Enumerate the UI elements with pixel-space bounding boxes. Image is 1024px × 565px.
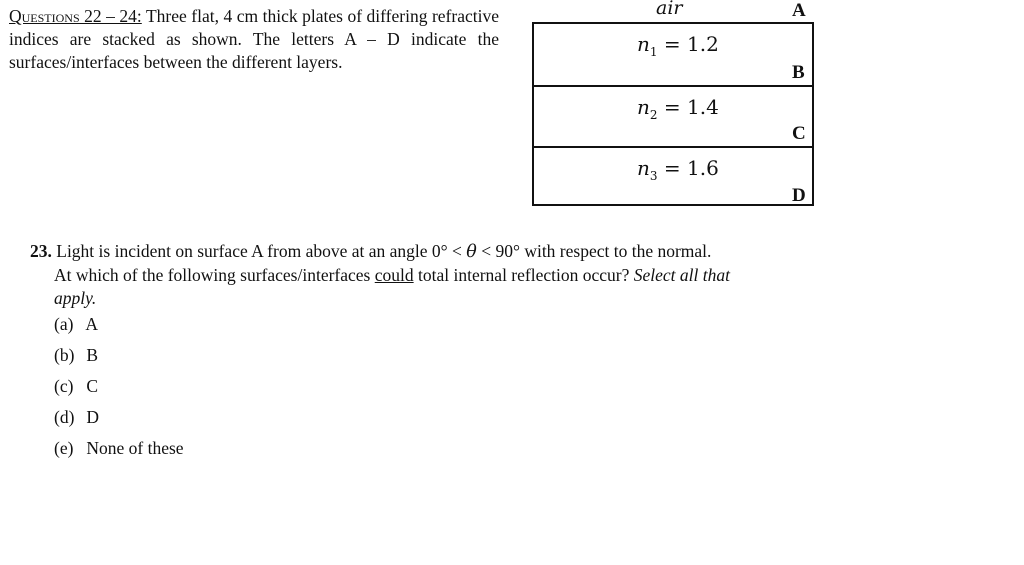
question-line-2: At which of the following surfaces/interfaces could total internal reflection occur? Select all that apply. bbox=[54, 265, 730, 308]
question-intro bbox=[9, 5, 499, 74]
plate-1-index: $n_1 = 1.2$ bbox=[637, 32, 719, 59]
plate-3-index: $n_3 = 1.6$ bbox=[637, 156, 719, 183]
plates-diagram bbox=[530, 0, 830, 215]
surface-b-label: B bbox=[792, 62, 805, 83]
option-c[interactable]: (c) C bbox=[54, 376, 99, 396]
question-23 bbox=[30, 240, 770, 310]
option-d[interactable]: (d) D bbox=[54, 407, 100, 427]
plate-2-index: $n_2 = 1.4$ bbox=[637, 95, 719, 122]
option-e[interactable]: (e) None of these bbox=[54, 438, 184, 458]
plate-stack bbox=[532, 22, 814, 206]
questions-heading: Questions 22 – 24: bbox=[9, 6, 142, 26]
plate-3 bbox=[534, 146, 812, 208]
air-label: air bbox=[656, 0, 683, 19]
plate-2 bbox=[534, 85, 812, 147]
answer-options bbox=[54, 313, 184, 468]
question-line-1: Light is incident on surface A from above at an angle 0° < θ < 90° with respect to the normal. bbox=[51, 241, 712, 262]
option-a[interactable]: (a) A bbox=[54, 314, 99, 334]
intro-text: Three flat, 4 cm thick plates of differing refractive indices are stacked as shown. The letters A – D indicate the surfaces/interfaces between the different layers. bbox=[9, 6, 499, 72]
surface-a-label: A bbox=[792, 0, 806, 21]
surface-d-label: D bbox=[792, 185, 806, 206]
plate-1 bbox=[534, 24, 812, 86]
question-number: 23. bbox=[30, 241, 52, 261]
surface-c-label: C bbox=[792, 123, 806, 144]
option-b[interactable]: (b) B bbox=[54, 345, 99, 365]
